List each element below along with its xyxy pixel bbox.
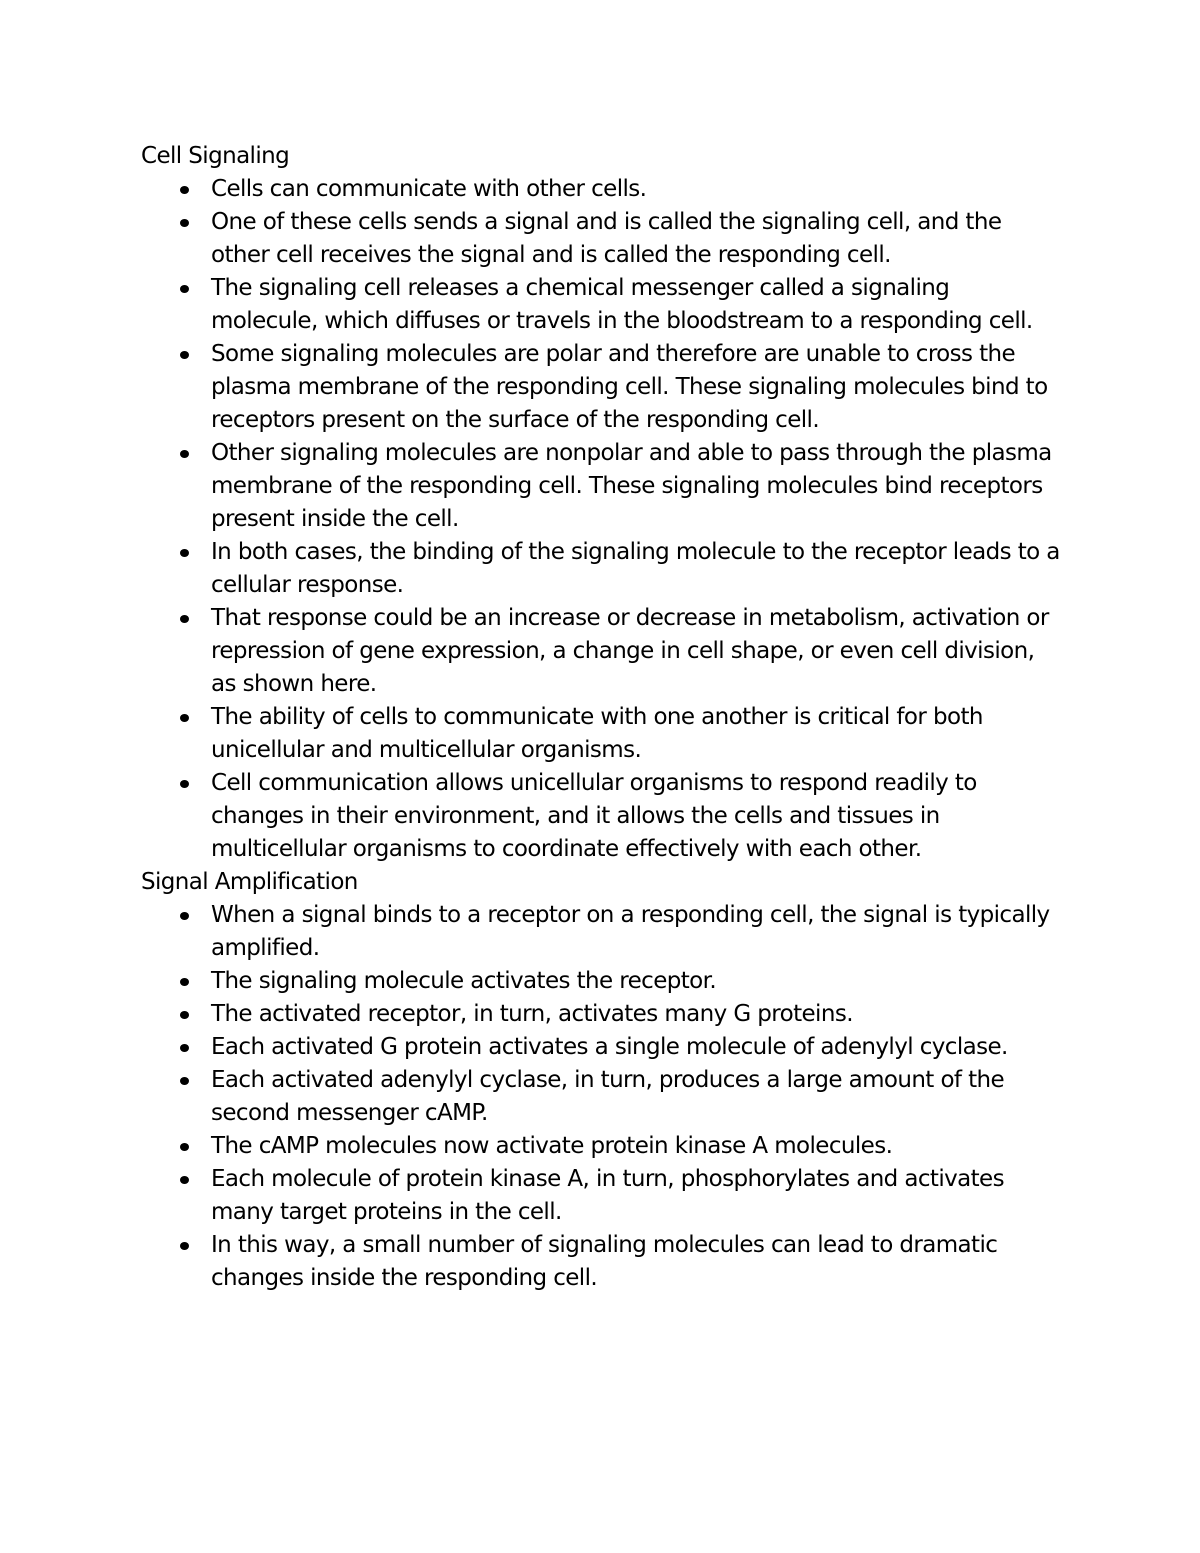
section-cell-signaling [141, 140, 1061, 866]
list-item-text: Each molecule of protein kinase A, in turn, phosphorylates and activates many target proteins in the cell. [211, 1166, 1004, 1225]
bullet-icon [180, 549, 189, 557]
list-item-text: The signaling molecule activates the receptor. [211, 968, 717, 994]
bullet-icon [180, 780, 189, 788]
bullet-icon [180, 1044, 189, 1052]
list-item [141, 1229, 1061, 1295]
list-item [141, 272, 1061, 338]
list-item-text: Cells can communicate with other cells. [211, 176, 647, 202]
list-item-text: In both cases, the binding of the signaling molecule to the receptor leads to a cellular response. [211, 539, 1060, 598]
bullet-icon [180, 912, 189, 920]
list-item [141, 536, 1061, 602]
bullet-icon [180, 1143, 189, 1151]
section-heading: Signal Amplification [141, 869, 358, 895]
list-item-text: When a signal binds to a receptor on a responding cell, the signal is typically amplified. [211, 902, 1050, 961]
list-item [141, 767, 1061, 866]
section-signal-amplification [141, 866, 1061, 1295]
bullet-icon [180, 285, 189, 293]
bullet-icon [180, 450, 189, 458]
bullet-icon [180, 1242, 189, 1250]
list-item-text: Each activated G protein activates a single molecule of adenylyl cyclase. [211, 1034, 1008, 1060]
list-item [141, 1163, 1061, 1229]
list-item [141, 1130, 1061, 1163]
list-item-text: The signaling cell releases a chemical messenger called a signaling molecule, which diffuses or travels in the bloodstream to a responding cell. [211, 275, 1033, 334]
bullet-icon [180, 615, 189, 623]
bullet-icon [180, 1176, 189, 1184]
list-item-text: Other signaling molecules are nonpolar and able to pass through the plasma membrane of the responding cell. These signaling molecules bind receptors present inside the cell. [211, 440, 1052, 532]
list-item-text: That response could be an increase or decrease in metabolism, activation or repression of gene expression, a change in cell shape, or even cell division, as shown here. [211, 605, 1049, 697]
list-item-text: The cAMP molecules now activate protein kinase A molecules. [211, 1133, 893, 1159]
list-item [141, 1064, 1061, 1130]
bullet-icon [180, 1011, 189, 1019]
list-item [141, 206, 1061, 272]
list-item [141, 437, 1061, 536]
list-item [141, 965, 1061, 998]
list-item [141, 173, 1061, 206]
list-item-text: In this way, a small number of signaling molecules can lead to dramatic changes inside the responding cell. [211, 1232, 998, 1291]
bullet-icon [180, 714, 189, 722]
bullet-icon [180, 219, 189, 227]
list-item [141, 1031, 1061, 1064]
list-item [141, 899, 1061, 965]
list-item-text: Cell communication allows unicellular organisms to respond readily to changes in their environment, and it allows the cells and tissues in multicellular organisms to coordinate effectively with each other. [211, 770, 977, 862]
list-item [141, 602, 1061, 701]
list-item [141, 338, 1061, 437]
bullet-list [141, 899, 1061, 1295]
list-item [141, 701, 1061, 767]
bullet-icon [180, 978, 189, 986]
list-item-text: One of these cells sends a signal and is called the signaling cell, and the other cell receives the signal and is called the responding cell. [211, 209, 1002, 268]
bullet-list [141, 173, 1061, 866]
document-body [141, 140, 1061, 1295]
section-heading: Cell Signaling [141, 143, 290, 169]
bullet-icon [180, 351, 189, 359]
list-item-text: Each activated adenylyl cyclase, in turn, produces a large amount of the second messenger cAMP. [211, 1067, 1005, 1126]
list-item-text: The ability of cells to communicate with one another is critical for both unicellular and multicellular organisms. [211, 704, 983, 763]
bullet-icon [180, 1077, 189, 1085]
list-item-text: The activated receptor, in turn, activates many G proteins. [211, 1001, 853, 1027]
list-item [141, 998, 1061, 1031]
list-item-text: Some signaling molecules are polar and therefore are unable to cross the plasma membrane of the responding cell. These signaling molecules bind to receptors present on the surface of the responding cell. [211, 341, 1048, 433]
bullet-icon [180, 186, 189, 194]
